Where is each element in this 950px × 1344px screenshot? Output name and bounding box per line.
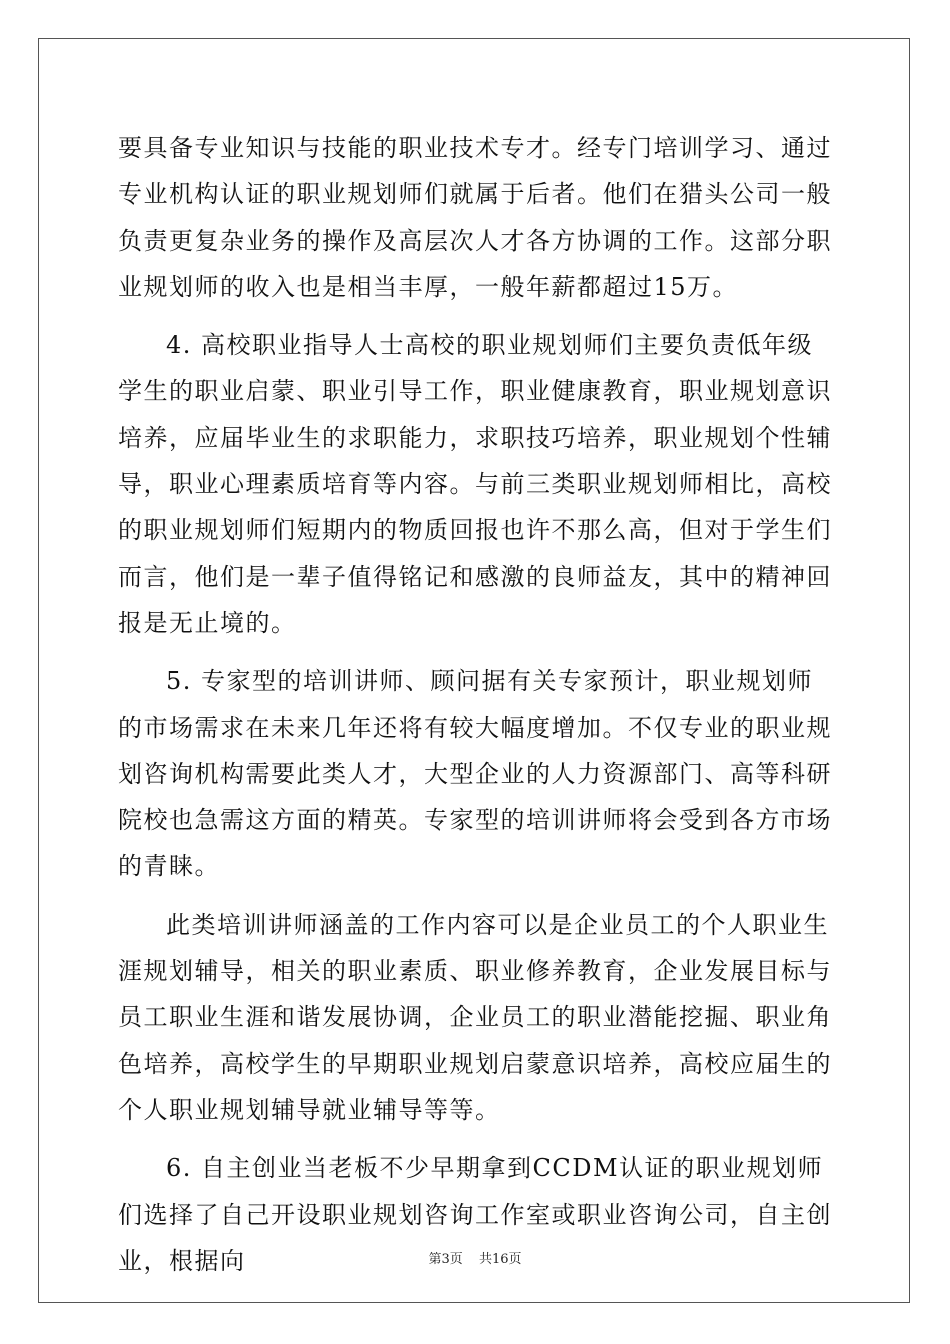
page-footer [0,1248,950,1267]
page-number: 第3页 [428,1252,463,1267]
paragraph-4: 此类培训讲师涵盖的工作内容可以是企业员工的个人职业生涯规划辅导，相关的职业素质、职业修养教育，企业发展目标与员工职业生涯和谐发展协调，企业员工的职业潜能挖掘、职业角色培养，高校学生的早期职业规划启蒙意识培养，高校应届生的个人职业规划辅导就业辅导等等。 [118,910,832,1124]
paragraph-3: 5. 专家型的培训讲师、顾问据有关专家预计，职业规划师的市场需求在未来几年还将有较大幅度增加。不仅专业的职业规划咨询机构需要此类人才，大型企业的人力资源部门、高等科研院校也急需这方面的精英。专家型的培训讲师将会受到各方市场的青睐。 [118,667,832,881]
page-total: 共16页 [478,1252,522,1267]
paragraph-5: 6. 自主创业当老板不少早期拿到CCDM认证的职业规划师们选择了自己开设职业规划咨询工作室或职业咨询公司，自主创业，根据向 [118,1154,832,1275]
document-body [118,125,838,1296]
paragraph-1: 要具备专业知识与技能的职业技术专才。经专门培训学习、通过专业机构认证的职业规划师们就属于后者。他们在猎头公司一般负责更复杂业务的操作及高层次人才各方协调的工作。这部分职业规划师的收入也是相当丰厚，一般年薪都超过15万。 [118,134,832,301]
paragraph-2: 4. 高校职业指导人士高校的职业规划师们主要负责低年级学生的职业启蒙、职业引导工作，职业健康教育，职业规划意识培养，应届毕业生的求职能力，求职技巧培养，职业规划个性辅导，职业心理素质培育等内容。与前三类职业规划师相比，高校的职业规划师们短期内的物质回报也许不那么高，但对于学生们而言，他们是一辈子值得铭记和感激的良师益友，其中的精神回报是无止境的。 [118,331,832,637]
